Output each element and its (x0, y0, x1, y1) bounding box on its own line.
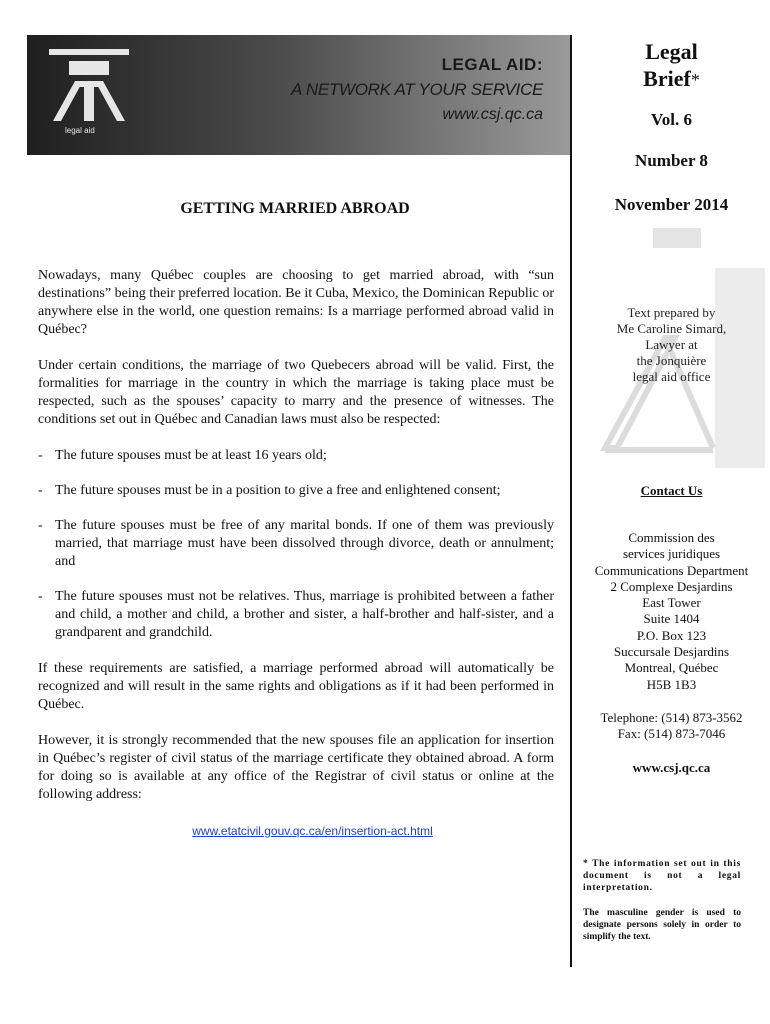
list-item-text: The future spouses must be in a position to give a free and enlightened consent; (55, 483, 501, 498)
issue-number: Number 8 (635, 151, 708, 170)
title-line-2: Brief (643, 66, 691, 91)
prepared-line-0: Text prepared by (627, 305, 716, 320)
list-item-text: The future spouses must not be relatives. Thus, marriage is prohibited between a father and child, a mother and child, a brother and sister, a half-brother and half-sister, and a grandparent and grandchild. (55, 589, 554, 640)
publication-title (573, 38, 770, 94)
prepared-line-4: legal aid office (632, 369, 711, 384)
address-line-5: Suite 1404 (643, 611, 700, 627)
banner-website: www.csj.qc.ca (442, 106, 543, 123)
article-title: GETTING MARRIED ABROAD (180, 200, 410, 217)
author-info (573, 305, 770, 385)
contact-us-heading: Contact Us (640, 483, 703, 498)
list-item (38, 482, 554, 500)
address-line-1: services juridiques (622, 546, 721, 562)
banner-line-1: LEGAL AID: (441, 55, 543, 74)
paragraph-intro: Nowadays, many Québec couples are choosing to get married abroad, with “sun destinations” being their preferred location. Be it Cuba, Mexico, the Dominican Republic or anywhere else in the world, one question remains: Is a marriage performed abroad valid in Québec? (38, 268, 554, 337)
address-line-7: Succursale Desjardins (613, 644, 730, 660)
fax: Fax: (514) 873-7046 (617, 726, 726, 741)
list-item-text: The future spouses must be free of any marital bonds. If one of them was previously married, that marriage must have been dissolved through divorce, death or annulment; and (55, 518, 554, 569)
issue-date: November 2014 (614, 195, 729, 214)
insertion-act-link[interactable]: www.etatcivil.gouv.qc.ca/en/insertion-act.html (192, 824, 433, 838)
address-line-8: Montreal, Québec (624, 660, 719, 676)
header-banner (27, 35, 571, 155)
address-line-2: Communications Department (594, 562, 749, 578)
legal-disclaimer: * The information set out in this document is not a legal interpretation. (583, 859, 741, 893)
address-line-0: Commission des (628, 530, 715, 545)
prepared-line-2: Lawyer at (645, 337, 698, 352)
address-line-3: 2 Complexe Desjardins (610, 578, 733, 594)
prepared-line-3: the Jonquière (636, 353, 707, 368)
contact-address (573, 530, 770, 693)
title-line-1: Legal (645, 39, 698, 64)
title-line-2-wrap (573, 65, 770, 94)
list-item (38, 447, 554, 465)
address-line-6: P.O. Box 123 (636, 627, 707, 643)
banner-tagline (291, 55, 543, 124)
prepared-line-1: Me Caroline Simard, (616, 321, 727, 336)
list-dash: - (38, 448, 43, 463)
address-line-9: H5B 1B3 (646, 676, 697, 692)
title-star: * (690, 70, 700, 90)
address-line-4: East Tower (642, 595, 701, 611)
telephone: Telephone: (514) 873-3562 (600, 710, 743, 725)
volume: Vol. 6 (651, 110, 692, 129)
website-link[interactable]: www.csj.qc.ca (632, 760, 711, 775)
conditions-list (38, 447, 554, 659)
list-item (38, 588, 554, 642)
list-dash: - (38, 589, 43, 604)
paragraph-recognition: If these requirements are satisfied, a marriage performed abroad will automatically be recognized and will result in the same rights and obligations as if it had been performed in Québec. (38, 661, 554, 712)
list-dash: - (38, 518, 43, 533)
banner-line-2: A NETWORK AT YOUR SERVICE (291, 80, 543, 99)
list-dash: - (38, 483, 43, 498)
list-item-text: The future spouses must be at least 16 years old; (55, 448, 327, 463)
gender-note: The masculine gender is used to designate persons solely in order to simplify the text. (583, 908, 741, 942)
paragraph-conditions: Under certain conditions, the marriage of two Quebecers abroad will be valid. First, the formalities for marriage in the country in which the marriage is taking place must be respected, such as the spouses’ capacity to marry and the presence of witnesses. The conditions set out in Québec and Canadian laws must also be respected: (38, 358, 554, 427)
contact-phones (573, 710, 770, 742)
paragraph-recommendation: However, it is strongly recommended that the new spouses file an application for insertion in Québec’s register of civil status of the marriage certificate they obtained abroad. A form for doing so is available at any office of the Registrar of civil status or online at the following address: (38, 733, 554, 802)
list-item (38, 517, 554, 571)
logo-caption: legal aid (65, 126, 95, 135)
